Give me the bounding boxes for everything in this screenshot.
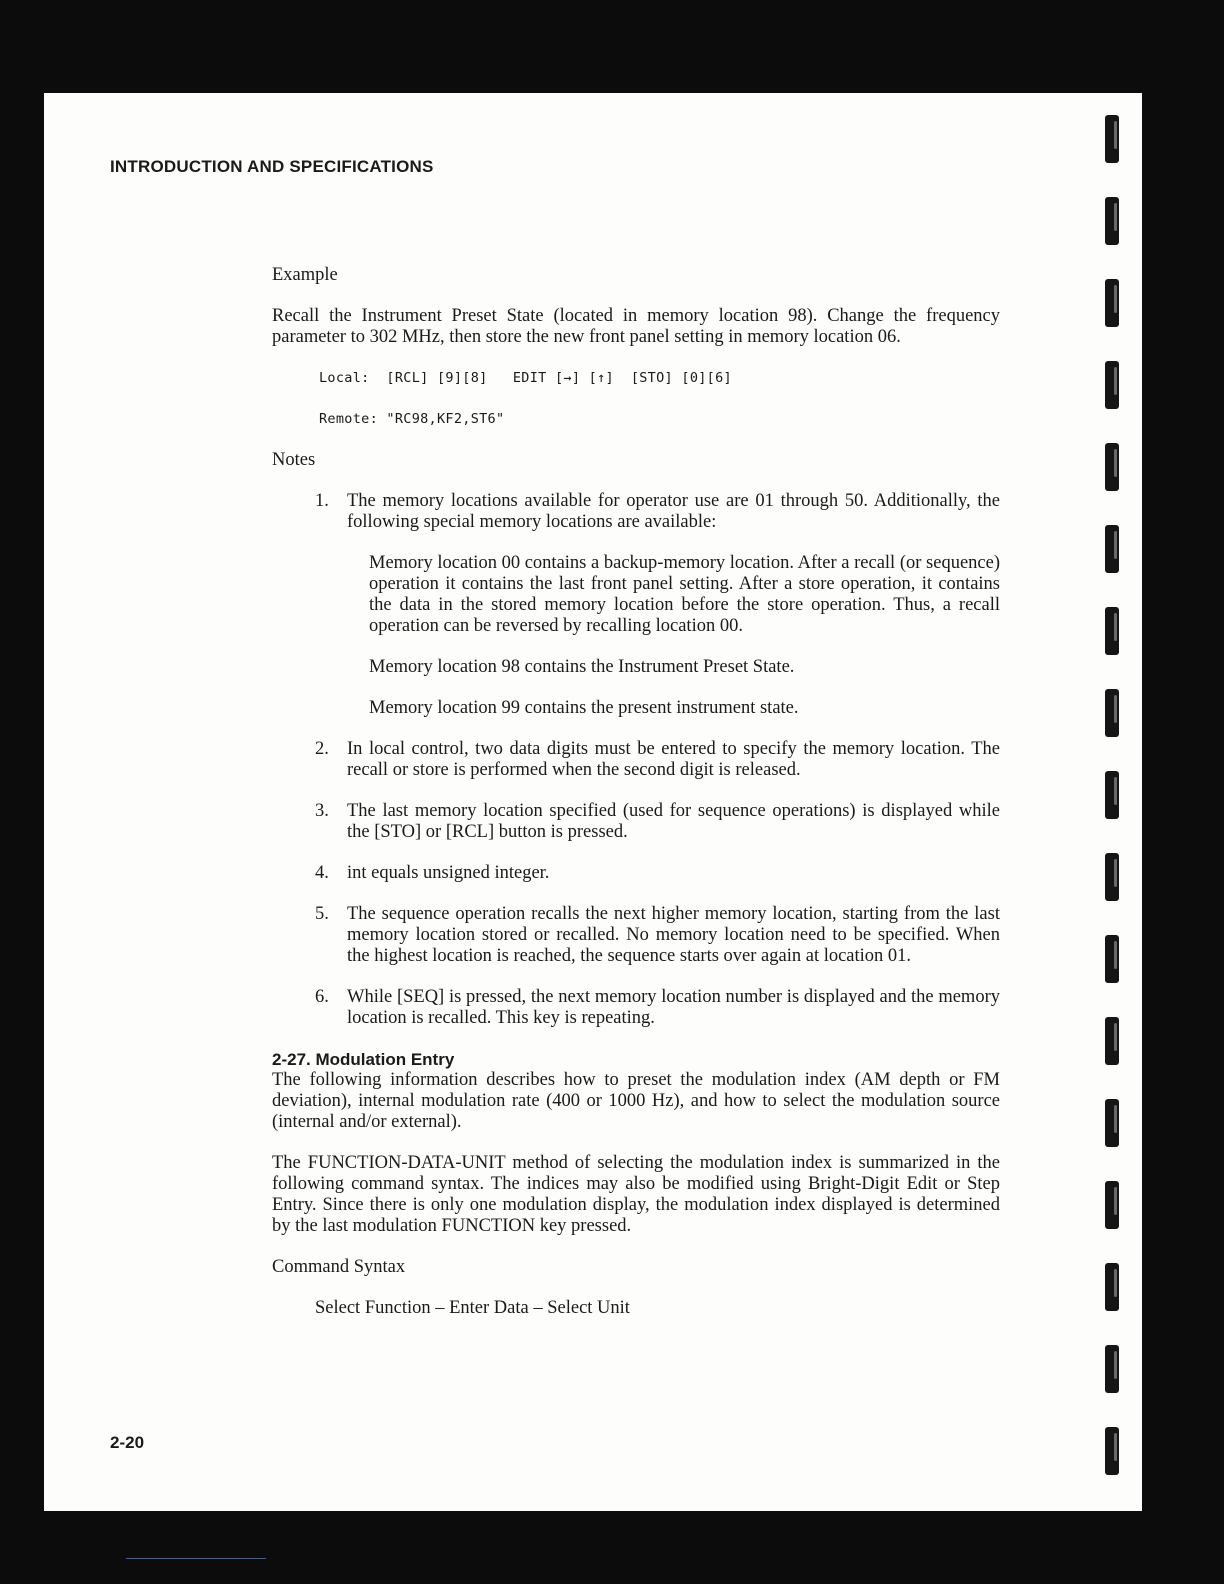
note-text: While [SEQ] is pressed, the next memory location number is displayed and the memory location is recalled. This key is repeating. — [347, 987, 1000, 1028]
memory-location-00-text: Memory location 00 contains a backup-memory location. After a recall (or sequence) operation it contains the last front panel setting. After a store operation, it contains the data in the stored memory location before the store operation. Thus, a recall operation can be reversed by recalling location 00. — [369, 553, 1000, 636]
binder-tab — [1105, 771, 1119, 819]
local-command-line: Local: [RCL] [9][8] EDIT [→] [↑] [STO] [0][6] — [319, 370, 732, 386]
note-number: 6. — [315, 987, 329, 1007]
note-text: The memory locations available for operator use are 01 through 50. Additionally, the following special memory locations are available: — [347, 491, 1000, 532]
binder-tab — [1105, 1017, 1119, 1065]
binder-tab — [1105, 1263, 1119, 1311]
note-number: 1. — [315, 491, 329, 511]
note-item-1 — [315, 491, 1000, 719]
page-header: INTRODUCTION AND SPECIFICATIONS — [110, 157, 434, 176]
binder-tab — [1105, 1345, 1119, 1393]
page-content — [272, 265, 1000, 1319]
binder-tab — [1105, 1099, 1119, 1147]
command-syntax-line: Select Function – Enter Data – Select Unit — [315, 1298, 630, 1318]
binder-tab — [1105, 1181, 1119, 1229]
binder-tab — [1105, 689, 1119, 737]
command-syntax-label: Command Syntax — [272, 1257, 406, 1277]
note-text: The last memory location specified (used for sequence operations) is displayed while the [STO] or [RCL] button is pressed. — [347, 801, 1000, 842]
note-number: 5. — [315, 904, 329, 924]
binder-tab — [1105, 1427, 1119, 1475]
binder-tab — [1105, 853, 1119, 901]
example-label: Example — [272, 265, 338, 285]
scan-edge-line — [126, 1558, 266, 1559]
document-page — [44, 93, 1142, 1511]
section-heading: 2-27. Modulation Entry — [272, 1050, 455, 1069]
binder-tab — [1105, 197, 1119, 245]
note-text: In local control, two data digits must be entered to specify the memory location. The recall or store is performed when the second digit is released. — [347, 739, 1000, 780]
note-item-3 — [315, 801, 1000, 843]
note-text: The sequence operation recalls the next higher memory location, starting from the last memory location stored or recalled. No memory location need to be specified. When the highest location is reached, the sequence starts over again at location 01. — [347, 904, 1000, 966]
binder-tab — [1105, 525, 1119, 573]
binder-tabs — [1105, 115, 1125, 1485]
note-item-2 — [315, 739, 1000, 781]
note-item-4 — [315, 863, 1000, 884]
note-item-5 — [315, 904, 1000, 967]
example-paragraph: Recall the Instrument Preset State (located in memory location 98). Change the frequency parameter to 302 MHz, then store the new front panel setting in memory location 06. — [272, 306, 1000, 347]
note-number: 3. — [315, 801, 329, 821]
remote-command-line: Remote: "RC98,KF2,ST6" — [319, 411, 505, 427]
binder-tab — [1105, 279, 1119, 327]
section-paragraph-1: The following information describes how to preset the modulation index (AM depth or FM deviation), internal modulation rate (400 or 1000 Hz), and how to select the modulation source (internal and/or external). — [272, 1070, 1000, 1132]
binder-tab — [1105, 607, 1119, 655]
notes-list — [272, 491, 1000, 1029]
note-text: int equals unsigned integer. — [347, 863, 550, 883]
binder-tab — [1105, 361, 1119, 409]
binder-tab — [1105, 935, 1119, 983]
page-number: 2-20 — [110, 1433, 145, 1452]
notes-label: Notes — [272, 450, 316, 470]
note-number: 2. — [315, 739, 329, 759]
binder-tab — [1105, 443, 1119, 491]
note-item-6 — [315, 987, 1000, 1029]
section-paragraph-2: The FUNCTION-DATA-UNIT method of selecting the modulation index is summarized in the following command syntax. The indices may also be modified using Bright-Digit Edit or Step Entry. Since there is only one modulation display, the modulation index displayed is determined by the last modulation FUNCTION key pressed. — [272, 1153, 1000, 1236]
note-number: 4. — [315, 863, 329, 883]
note-1-details — [369, 553, 1000, 719]
memory-location-98-text: Memory location 98 contains the Instrument Preset State. — [369, 657, 795, 677]
memory-location-99-text: Memory location 99 contains the present instrument state. — [369, 698, 799, 718]
binder-tab — [1105, 115, 1119, 163]
